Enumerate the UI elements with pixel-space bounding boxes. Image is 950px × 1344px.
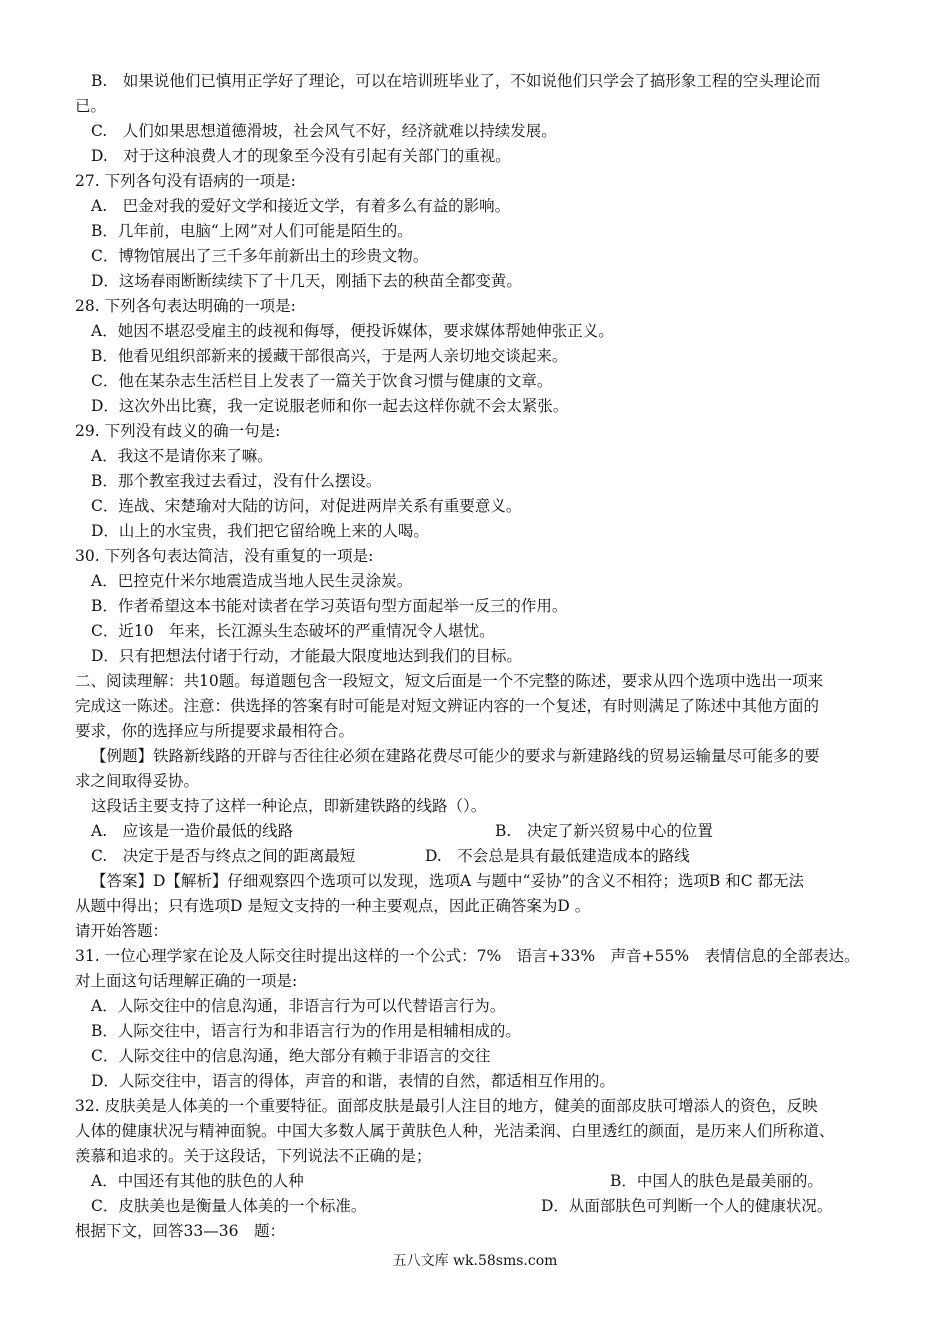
option-line: D．这次外出比赛，我一定说服老师和你一起去这样你就不会太紧张。 <box>91 397 569 415</box>
question-heading: 31. 一位心理学家在论及人际交往时提出这样的一个公式：7% 语言+33% 声音+55% 表情信息的全部表达。 <box>75 947 860 965</box>
option-line: A. 应该是一造价最低的线路 <box>91 822 294 840</box>
option-line: B. 决定了新兴贸易中心的位置 <box>495 822 713 840</box>
text-line: 完成这一陈述。注意：供选择的答案有时可能是对短文辨证内容的一个复述，有时则满足了陈述中其他方面的 <box>75 697 820 715</box>
option-line: D．这场春雨断断续续下了十几天，刚插下去的秧苗全都变黄。 <box>91 272 522 290</box>
option-line: C．连战、宋楚瑜对大陆的访问，对促进两岸关系有重要意义。 <box>91 497 522 515</box>
text-line: 要求，你的选择应与所提要求最相符合。 <box>75 722 355 740</box>
option-line: C. 决定于是否与终点之间的距离最短 <box>91 847 356 865</box>
question-heading: 28. 下列各句表达明确的一项是: <box>75 297 296 315</box>
text-line: B. 如果说他们已慎用正学好了理论，可以在培训班毕业了，不如说他们只学会了搞形象工程的空头理论而 <box>91 72 821 90</box>
text-line: C. 人们如果思想道德滑坡，社会风气不好，经济就难以持续发展。 <box>91 122 557 140</box>
option-line: D．人际交往中，语言的得体，声音的和谐，表情的自然，都适相互作用的。 <box>91 1072 615 1090</box>
option-line: A．她因不堪忍受雇主的歧视和侮辱，便投诉媒体，要求媒体帮她伸张正义。 <box>91 322 614 340</box>
page-footer: 五八文库 wk.58sms.com <box>392 1253 558 1269</box>
text-line: 根据下文，回答33—36 题： <box>75 1222 285 1240</box>
option-line: C．近10 年来，长江源头生态破坏的严重情况令人堪忧。 <box>91 622 495 640</box>
question-heading: 27. 下列各句没有语病的一项是: <box>75 172 296 190</box>
option-line: B．他看见组织部新来的援藏干部很高兴，于是两人亲切地交谈起来。 <box>91 347 568 365</box>
option-line: B．中国人的肤色是最美丽的。 <box>610 1172 823 1190</box>
text-line: 求之间取得妥协。 <box>75 772 200 790</box>
option-line: B．几年前，电脑“上网”对人们可能是陌生的。 <box>91 222 413 240</box>
example-line: 【例题】铁路新线路的开辟与否往往必须在建路花费尽可能少的要求与新建路线的贸易运输量尽可能多的要 <box>91 747 820 765</box>
question-heading: 29. 下列没有歧义的确一句是: <box>75 422 281 440</box>
option-line: B．那个教室我过去看过，没有什么摆设。 <box>91 472 382 490</box>
option-line: D．山上的水宝贵，我们把它留给晚上来的人喝。 <box>91 522 429 540</box>
option-line: A．我这不是请你来了嘛。 <box>91 447 273 465</box>
option-line: C．他在某杂志生活栏目上发表了一篇关于饮食习惯与健康的文章。 <box>91 372 553 390</box>
option-line: D．从面部肤色可判断一个人的健康状况。 <box>541 1197 833 1215</box>
option-line: D. 不会总是具有最低建造成本的路线 <box>425 847 690 865</box>
question-heading: 32. 皮肤美是人体美的一个重要特征。面部皮肤是最引人注目的地方，健美的面部皮肤可增添人的资色，反映 <box>75 1097 818 1115</box>
option-line: A．中国还有其他的肤色的人种 <box>91 1172 304 1190</box>
option-line: A. 巴金对我的爱好文学和接近文学，有着多么有益的影响。 <box>91 197 511 215</box>
text-line: 对上面这句话理解正确的一项是: <box>75 972 298 990</box>
text-line: 已。 <box>75 97 107 115</box>
question-heading: 30. 下列各句表达简洁，没有重复的一项是: <box>75 547 374 565</box>
option-line: B．作者希望这本书能对读者在学习英语句型方面起举一反三的作用。 <box>91 597 568 615</box>
text-line: 这段话主要支持了这样一种论点，即新建铁路的线路（）。 <box>91 797 487 815</box>
text-line: D. 对于这种浪费人才的现象至今没有引起有关部门的重视。 <box>91 147 511 165</box>
option-line: C．博物馆展出了三千多年前新出土的珍贵文物。 <box>91 247 429 265</box>
option-line: A．人际交往中的信息沟通，非语言行为可以代替语言行为。 <box>91 997 506 1015</box>
answer-line: 【答案】D【解析】仔细观察四个选项可以发现，选项A 与题中“妥协”的含义不相符；选项B 和C 都无法 <box>91 872 805 890</box>
section-heading: 二、阅读理解：共10题。每道题包含一段短文，短文后面是一个不完整的陈述，要求从四个选项中选出一项来 <box>75 672 824 690</box>
option-line: A．巴控克什米尔地震造成当地人民生灵涂炭。 <box>91 572 413 590</box>
option-line: C．人际交往中的信息沟通，绝大部分有赖于非语言的交往 <box>91 1047 491 1065</box>
option-line: D．只有把想法付诸于行动，才能最大限度地达到我们的目标。 <box>91 647 522 665</box>
text-line: 请开始答题： <box>75 922 169 940</box>
option-line: C．皮肤美也是衡量人体美的一个标准。 <box>91 1197 367 1215</box>
text-line: 羡慕和追求的。关于这段话，下列说法不正确的是； <box>75 1147 432 1165</box>
option-line: B．人际交往中，语言行为和非语言行为的作用是相辅相成的。 <box>91 1022 521 1040</box>
text-line: 从题中得出；只有选项D 是短文支持的一种主要观点，因此正确答案为D 。 <box>75 897 591 915</box>
text-line: 人体的健康状况与精神面貌。中国大多数人属于黄肤色人种，光洁柔润、白里透红的颜面，是历来人们所称道、 <box>75 1122 835 1140</box>
